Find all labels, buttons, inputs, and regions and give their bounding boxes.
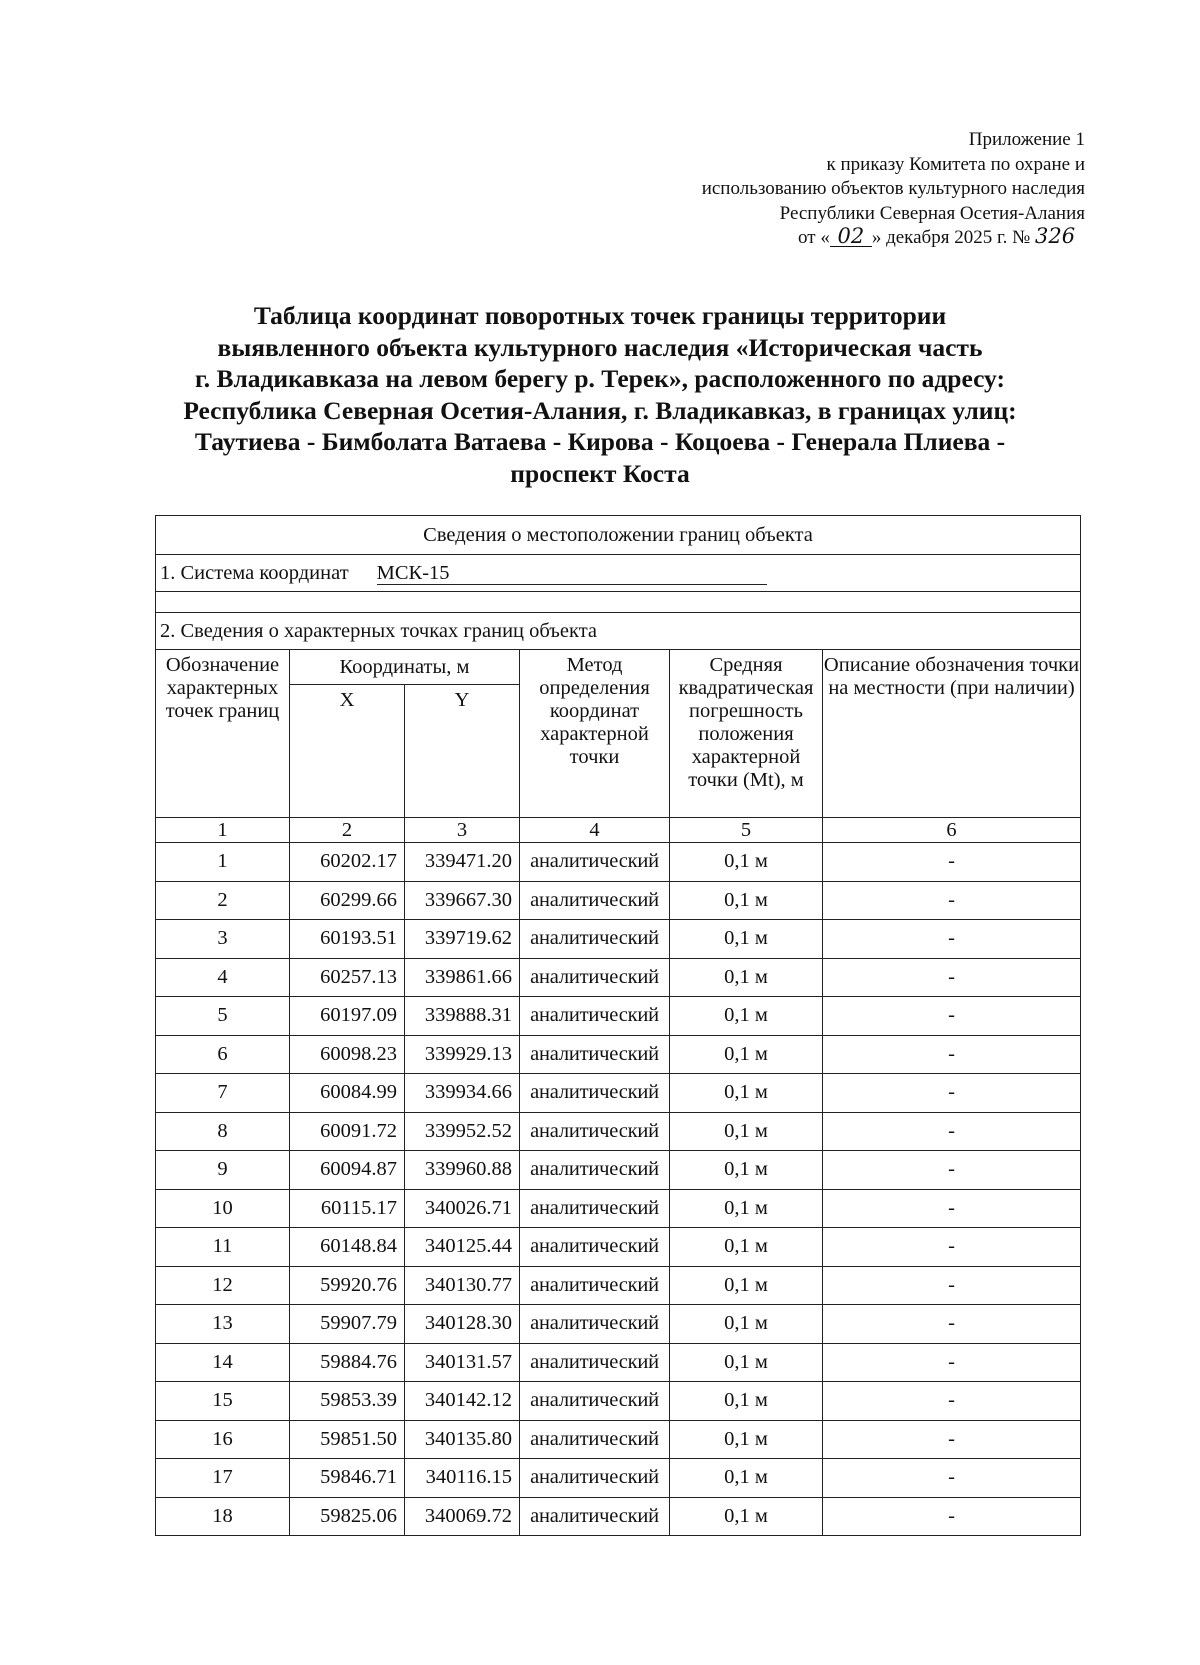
point-number-cell: 18 [156, 1497, 290, 1536]
accuracy-cell: 0,1 м [670, 1497, 823, 1536]
x-coordinate-cell: 60202.17 [290, 843, 405, 882]
y-coordinate-cell: 340116.15 [405, 1459, 520, 1498]
points-section-label: 2. Сведения о характерных точках границ объекта [156, 613, 1081, 650]
method-cell: аналитический [520, 1459, 670, 1498]
x-coordinate-cell: 60148.84 [290, 1228, 405, 1267]
y-coordinate-cell: 340069.72 [405, 1497, 520, 1536]
title-line-4: Республика Северная Осетия-Алания, г. Владикавказ, в границах улиц: [183, 395, 1017, 425]
method-cell: аналитический [520, 1266, 670, 1305]
accuracy-cell: 0,1 м [670, 1189, 823, 1228]
point-number-cell: 7 [156, 1074, 290, 1113]
y-coordinate-cell: 339960.88 [405, 1151, 520, 1190]
description-cell: - [823, 1382, 1081, 1421]
point-number-cell: 1 [156, 843, 290, 882]
table-row [156, 1112, 1081, 1151]
accuracy-cell: 0,1 м [670, 1151, 823, 1190]
x-coordinate-cell: 59846.71 [290, 1459, 405, 1498]
method-cell: аналитический [520, 1228, 670, 1267]
point-number-cell: 4 [156, 958, 290, 997]
method-cell: аналитический [520, 881, 670, 920]
column-number: 1 [156, 818, 290, 843]
y-coordinate-cell: 340142.12 [405, 1382, 520, 1421]
header-description: Описание обозначения точки на местности (при наличии) [823, 650, 1081, 818]
method-cell: аналитический [520, 1035, 670, 1074]
point-number-cell: 11 [156, 1228, 290, 1267]
point-number-cell: 2 [156, 881, 290, 920]
point-number-cell: 16 [156, 1420, 290, 1459]
y-coordinate-cell: 339929.13 [405, 1035, 520, 1074]
accuracy-cell: 0,1 м [670, 1266, 823, 1305]
header-x: X [290, 685, 405, 818]
table-caption: Сведения о местоположении границ объекта [156, 516, 1081, 555]
title-line-3: г. Владикавказа на левом берегу р. Терек», расположенного по адресу: [195, 364, 1005, 393]
column-number: 6 [823, 818, 1081, 843]
appendix-line-4: Республики Северная Осетия-Алания [779, 202, 1085, 224]
x-coordinate-cell: 59853.39 [290, 1382, 405, 1421]
accuracy-cell: 0,1 м [670, 1228, 823, 1267]
x-coordinate-cell: 60084.99 [290, 1074, 405, 1113]
x-coordinate-cell: 59851.50 [290, 1420, 405, 1459]
point-number-cell: 8 [156, 1112, 290, 1151]
x-coordinate-cell: 60094.87 [290, 1151, 405, 1190]
description-cell: - [823, 843, 1081, 882]
method-cell: аналитический [520, 843, 670, 882]
point-number-cell: 10 [156, 1189, 290, 1228]
description-cell: - [823, 1497, 1081, 1536]
table-row [156, 920, 1081, 959]
table-row [156, 1305, 1081, 1344]
column-number: 3 [405, 818, 520, 843]
table-row [156, 958, 1081, 997]
date-suffix: » декабря 2025 г. № [871, 227, 1031, 248]
point-number-cell: 17 [156, 1459, 290, 1498]
description-cell: - [823, 1074, 1081, 1113]
y-coordinate-cell: 340125.44 [405, 1228, 520, 1267]
method-cell: аналитический [520, 1343, 670, 1382]
description-cell: - [823, 1151, 1081, 1190]
handwritten-order-number: 326 [1035, 224, 1076, 248]
table-row [156, 1035, 1081, 1074]
y-coordinate-cell: 339861.66 [405, 958, 520, 997]
coord-system-label: 1. Система координат [160, 561, 349, 584]
handwritten-day: 02 [830, 226, 872, 247]
method-cell: аналитический [520, 1420, 670, 1459]
column-number: 5 [670, 818, 823, 843]
accuracy-cell: 0,1 м [670, 843, 823, 882]
coordinates-table [155, 515, 1081, 1536]
description-cell: - [823, 1112, 1081, 1151]
method-cell: аналитический [520, 958, 670, 997]
accuracy-cell: 0,1 м [670, 1459, 823, 1498]
x-coordinate-cell: 59907.79 [290, 1305, 405, 1344]
title-line-6: проспект Коста [510, 458, 690, 488]
title-line-2: выявленного объекта культурного наследия «Историческая часть [217, 332, 983, 362]
x-coordinate-cell: 59884.76 [290, 1343, 405, 1382]
table-row [156, 1074, 1081, 1113]
point-number-cell: 9 [156, 1151, 290, 1190]
x-coordinate-cell: 59920.76 [290, 1266, 405, 1305]
table-row [156, 1420, 1081, 1459]
point-number-cell: 12 [156, 1266, 290, 1305]
table-row [156, 843, 1081, 882]
y-coordinate-cell: 340135.80 [405, 1420, 520, 1459]
y-coordinate-cell: 340128.30 [405, 1305, 520, 1344]
description-cell: - [823, 1266, 1081, 1305]
x-coordinate-cell: 60257.13 [290, 958, 405, 997]
accuracy-cell: 0,1 м [670, 1420, 823, 1459]
title-line-1: Таблица координат поворотных точек границы территории [253, 301, 947, 330]
points-section-row [156, 613, 1081, 650]
y-coordinate-cell: 339667.30 [405, 881, 520, 920]
method-cell: аналитический [520, 1112, 670, 1151]
x-coordinate-cell: 60299.66 [290, 881, 405, 920]
y-coordinate-cell: 339471.20 [405, 843, 520, 882]
description-cell: - [823, 1459, 1081, 1498]
description-cell: - [823, 1228, 1081, 1267]
method-cell: аналитический [520, 920, 670, 959]
description-cell: - [823, 1420, 1081, 1459]
point-number-cell: 13 [156, 1305, 290, 1344]
appendix-line-1: Приложение 1 [968, 129, 1085, 150]
header-y: Y [405, 685, 520, 818]
point-number-cell: 5 [156, 997, 290, 1036]
y-coordinate-cell: 340026.71 [405, 1189, 520, 1228]
y-coordinate-cell: 340130.77 [405, 1266, 520, 1305]
column-number: 2 [290, 818, 405, 843]
table-row [156, 1228, 1081, 1267]
coord-system-value: МСК-15 [377, 562, 767, 585]
y-coordinate-cell: 339934.66 [405, 1074, 520, 1113]
column-numbers-row [156, 818, 1081, 843]
method-cell: аналитический [520, 1074, 670, 1113]
coord-system-row [156, 555, 1081, 592]
point-number-cell: 6 [156, 1035, 290, 1074]
description-cell: - [823, 1189, 1081, 1228]
table-row [156, 1151, 1081, 1190]
accuracy-cell: 0,1 м [670, 1074, 823, 1113]
accuracy-cell: 0,1 м [670, 881, 823, 920]
table-row [156, 881, 1081, 920]
accuracy-cell: 0,1 м [670, 1035, 823, 1074]
column-number: 4 [520, 818, 670, 843]
method-cell: аналитический [520, 1382, 670, 1421]
appendix-date-line [565, 226, 1085, 251]
point-number-cell: 15 [156, 1382, 290, 1421]
appendix-block [565, 128, 1085, 251]
header-row-1 [156, 650, 1081, 685]
x-coordinate-cell: 60091.72 [290, 1112, 405, 1151]
y-coordinate-cell: 339888.31 [405, 997, 520, 1036]
x-coordinate-cell: 60197.09 [290, 997, 405, 1036]
table-row [156, 997, 1081, 1036]
y-coordinate-cell: 339719.62 [405, 920, 520, 959]
coord-system-cell [156, 555, 1081, 592]
table-caption-row [156, 516, 1081, 555]
table-row [156, 1189, 1081, 1228]
description-cell: - [823, 1035, 1081, 1074]
spacer-cell [156, 592, 1081, 613]
accuracy-cell: 0,1 м [670, 1382, 823, 1421]
table-row [156, 1343, 1081, 1382]
header-designation: Обозначение характерных точек границ [156, 650, 290, 818]
header-method: Метод определения координат характерной точки [520, 650, 670, 818]
title-line-5: Таутиева - Бимболата Ватаева - Кирова - Коцоева - Генерала Плиева - [194, 427, 1006, 456]
description-cell: - [823, 881, 1081, 920]
x-coordinate-cell: 60115.17 [290, 1189, 405, 1228]
accuracy-cell: 0,1 м [670, 920, 823, 959]
document-title [90, 300, 1110, 489]
accuracy-cell: 0,1 м [670, 1112, 823, 1151]
method-cell: аналитический [520, 1305, 670, 1344]
table-row [156, 1459, 1081, 1498]
header-accuracy: Средняя квадратическая погрешность положения характерной точки (Mt), м [670, 650, 823, 818]
accuracy-cell: 0,1 м [670, 958, 823, 997]
y-coordinate-cell: 339952.52 [405, 1112, 520, 1151]
x-coordinate-cell: 60098.23 [290, 1035, 405, 1074]
description-cell: - [823, 920, 1081, 959]
appendix-line-2: к приказу Комитета по охране и [826, 153, 1085, 175]
point-number-cell: 14 [156, 1343, 290, 1382]
date-prefix: от « [798, 227, 830, 248]
y-coordinate-cell: 340131.57 [405, 1343, 520, 1382]
point-number-cell: 3 [156, 920, 290, 959]
header-coords: Координаты, м [290, 650, 520, 685]
table-row [156, 1266, 1081, 1305]
table-row [156, 1382, 1081, 1421]
method-cell: аналитический [520, 1189, 670, 1228]
x-coordinate-cell: 59825.06 [290, 1497, 405, 1536]
description-cell: - [823, 997, 1081, 1036]
accuracy-cell: 0,1 м [670, 1305, 823, 1344]
table-row [156, 1497, 1081, 1536]
method-cell: аналитический [520, 1497, 670, 1536]
appendix-line-3: использованию объектов культурного наследия [701, 178, 1085, 199]
accuracy-cell: 0,1 м [670, 1343, 823, 1382]
accuracy-cell: 0,1 м [670, 997, 823, 1036]
method-cell: аналитический [520, 1151, 670, 1190]
description-cell: - [823, 1305, 1081, 1344]
description-cell: - [823, 1343, 1081, 1382]
spacer-row [156, 592, 1081, 613]
description-cell: - [823, 958, 1081, 997]
method-cell: аналитический [520, 997, 670, 1036]
x-coordinate-cell: 60193.51 [290, 920, 405, 959]
